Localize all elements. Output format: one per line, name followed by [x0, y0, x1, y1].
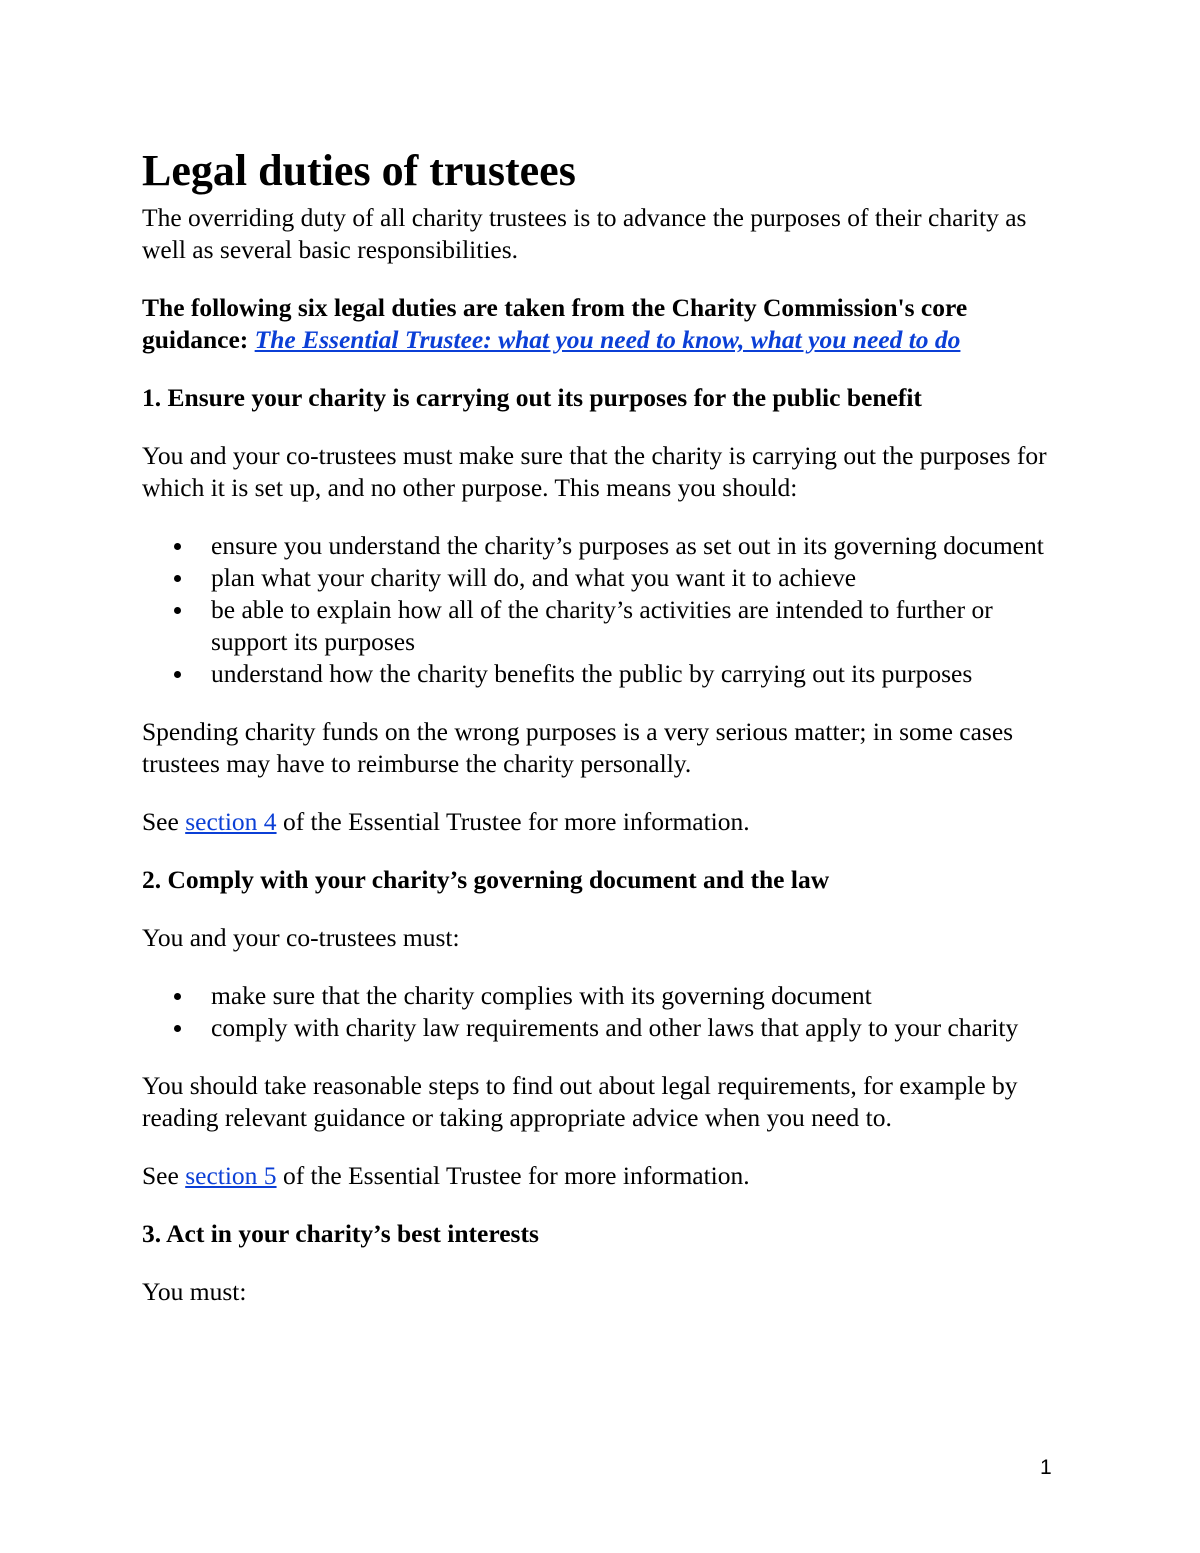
list-item-text: understand how the charity benefits the public by carrying out its purposes: [211, 659, 973, 688]
duty-2-note: You should take reasonable steps to find out about legal requirements, for example by reading relevant guidance or taking appropriate advice when you need to.: [142, 1071, 1018, 1132]
see-suffix: of the Essential Trustee for more information.: [276, 1161, 750, 1190]
duty-1-lead: You and your co-trustees must make sure that the charity is carrying out the purposes for which it is set up, and no other purpose. This means you should:: [142, 441, 1047, 502]
list-item: [142, 1012, 1062, 1044]
guidance-paragraph: [142, 292, 1062, 356]
duty-2-see-more: [142, 1160, 1062, 1192]
document-body: [142, 140, 1062, 1334]
page-number: 1: [1040, 1456, 1052, 1479]
section-5-link[interactable]: section 5: [185, 1161, 277, 1190]
bullet-icon: [174, 993, 181, 1000]
duty-2-heading: 2. Comply with your charity’s governing document and the law: [142, 865, 830, 894]
guidance-text: The following six legal duties are taken from the Charity Commission's core guidance:: [142, 293, 968, 354]
duty-2-list: [142, 980, 1062, 1044]
bullet-icon: [174, 671, 181, 678]
list-item-text: comply with charity law requirements and other laws that apply to your charity: [211, 1013, 1019, 1042]
duty-3-lead: You must:: [142, 1277, 247, 1306]
list-item-text: be able to explain how all of the charity’s activities are intended to further or support its purposes: [211, 595, 993, 656]
duty-3-heading: 3. Act in your charity’s best interests: [142, 1219, 539, 1248]
duty-1-note: Spending charity funds on the wrong purposes is a very serious matter; in some cases trustees may have to reimburse the charity personally.: [142, 717, 1014, 778]
duty-1-see-more: [142, 806, 1062, 838]
bullet-icon: [174, 575, 181, 582]
list-item: [142, 530, 1062, 562]
list-item: [142, 658, 1062, 690]
list-item: [142, 980, 1062, 1012]
see-prefix: See: [142, 807, 186, 836]
duty-2-lead: You and your co-trustees must:: [142, 923, 460, 952]
list-item: [142, 594, 1062, 658]
list-item-text: make sure that the charity complies with its governing document: [211, 981, 872, 1010]
essential-trustee-link[interactable]: The Essential Trustee: what you need to know, what you need to do: [254, 325, 961, 354]
list-item-text: ensure you understand the charity’s purposes as set out in its governing document: [211, 531, 1044, 560]
section-4-link[interactable]: section 4: [185, 807, 277, 836]
see-suffix: of the Essential Trustee for more information.: [276, 807, 750, 836]
bullet-icon: [174, 1025, 181, 1032]
duty-1-heading: 1. Ensure your charity is carrying out its purposes for the public benefit: [142, 383, 922, 412]
duty-1-list: [142, 530, 1062, 690]
see-prefix: See: [142, 1161, 186, 1190]
list-item-text: plan what your charity will do, and what you want it to achieve: [211, 563, 857, 592]
page-title: Legal duties of trustees: [142, 146, 576, 195]
list-item: [142, 562, 1062, 594]
intro-paragraph: The overriding duty of all charity trustees is to advance the purposes of their charity as well as several basic responsibilities.: [142, 203, 1027, 264]
bullet-icon: [174, 607, 181, 614]
bullet-icon: [174, 543, 181, 550]
